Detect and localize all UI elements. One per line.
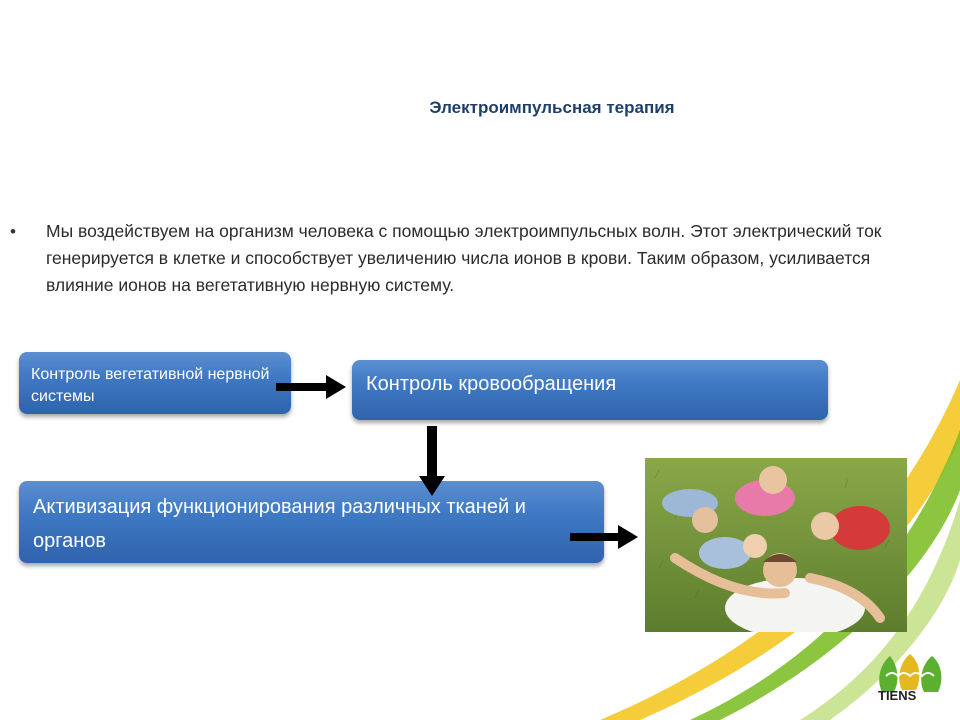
arrow-down-icon — [418, 426, 446, 498]
flow-box-label: Контроль кровообращения — [366, 373, 617, 395]
flow-box-autonomic-control — [19, 352, 291, 414]
slide-title: Электроимпульсная терапия — [429, 98, 675, 117]
family-photo — [645, 458, 907, 632]
flow-box-label: Контроль вегетативной нервной системы — [31, 366, 270, 405]
bullet-marker: • — [10, 222, 16, 241]
flow-box-label: Активизация функционирования различных тканей и органов — [33, 496, 526, 552]
arrow-right-icon — [276, 374, 348, 400]
flow-box-tissue-activation — [19, 481, 604, 563]
arrow-right-icon — [570, 524, 640, 550]
flow-box-circulation-control — [352, 360, 828, 420]
body-paragraph: Мы воздействуем на организм человека с помощью электроимпульсных волн. Этот электрический ток генерируется в клетке и способствует увеличению числа ионов в крови. Таким образом, усиливается влияние ионов на вегетативную нервную систему. — [46, 221, 882, 295]
logo-text: TIENS — [878, 688, 917, 703]
